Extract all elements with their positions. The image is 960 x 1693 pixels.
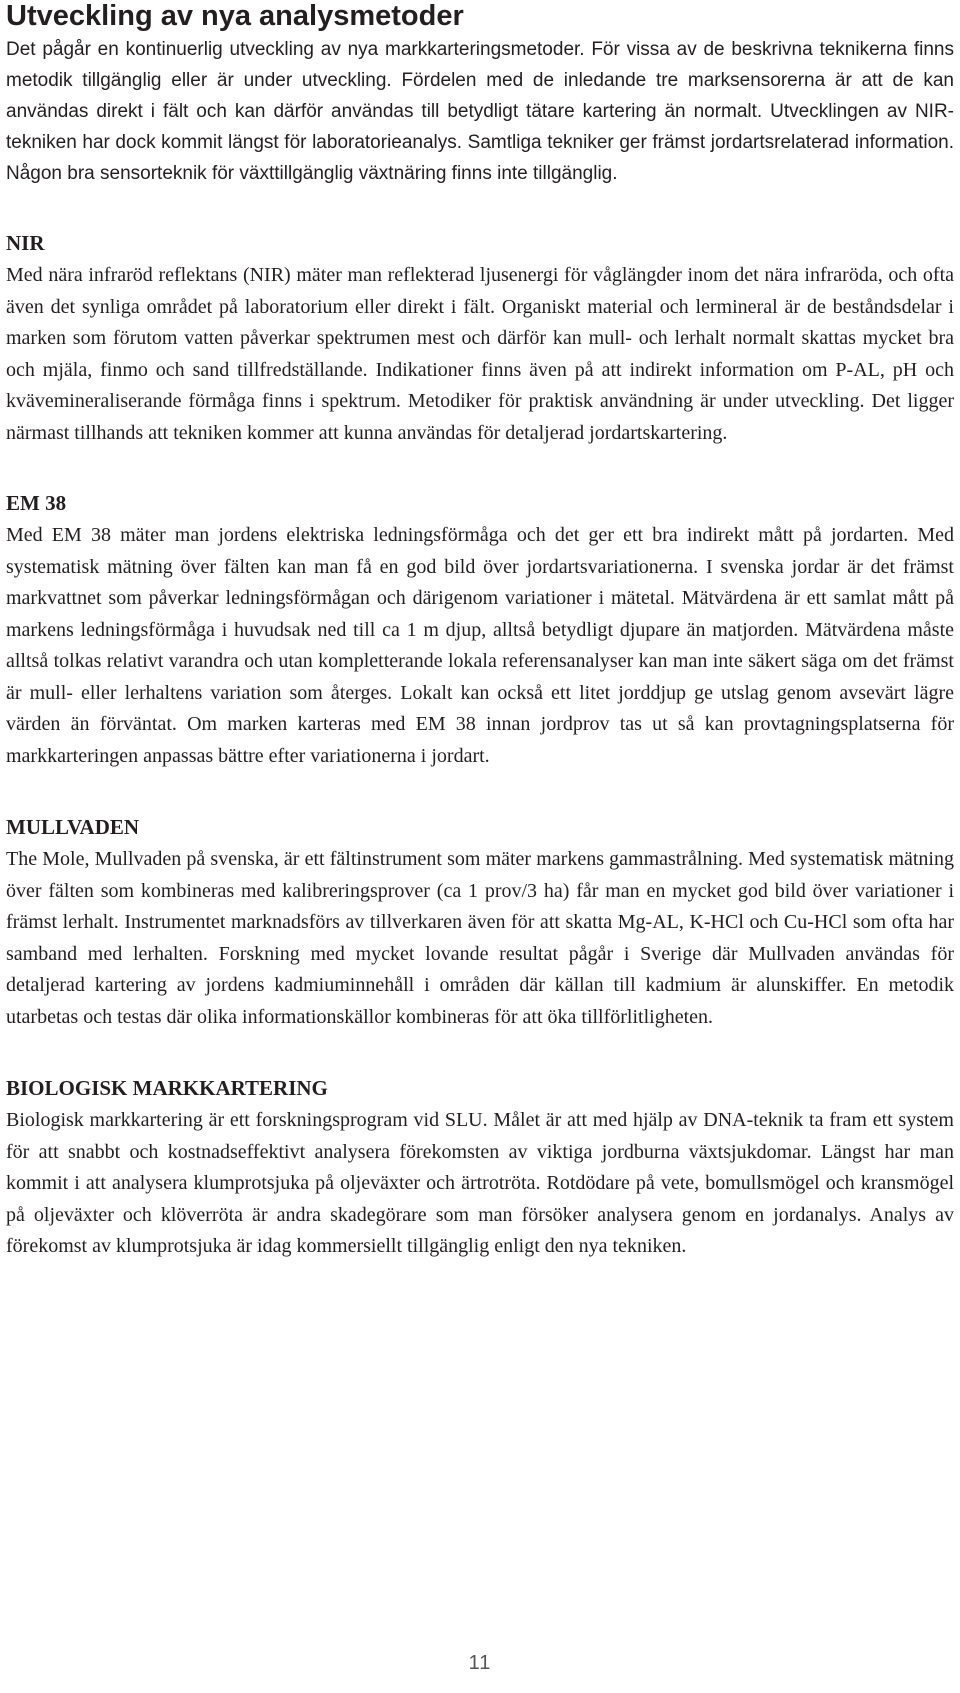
section-em38: [6, 489, 954, 772]
section-mullvaden: [6, 813, 954, 1033]
section-body-biologisk-markkartering: Biologisk markkartering är ett forskningsprogram vid SLU. Målet är att med hjälp av DNA-teknik ta fram ett system för att snabbt och kostnadseffektivt analysera förekomsten av viktiga jordburna växtsjukdomar. Längst har man kommit i att analysera klumprotsjuka på oljeväxter och ärtrotröta. Rotdödare på vete, bomullsmögel och kransmögel på oljeväxter och klöverröta är andra skadegörare som man försöker analysera genom en jordanalys. Analys av förekomst av klumprotsjuka är idag kommersiellt tillgänglig enligt den nya tekniken.: [6, 1109, 954, 1257]
section-heading-em38: EM 38: [6, 491, 67, 515]
intro-paragraph: Det pågår en kontinuerlig utveckling av nya markkarteringsmetoder. För vissa av de beskrivna teknikerna finns metodik tillgänglig eller är under utveckling. Fördelen med de inledande tre marksensorerna är att de kan användas direkt i fält och kan därför användas till betydligt tätare kartering än normalt. Utvecklingen av NIR-tekniken har dock kommit längst för laboratorieanalys. Samtliga tekniker ger främst jordartsrelaterad information. Någon bra sensorteknik för växttillgänglig växtnäring finns inte tillgänglig.: [6, 39, 954, 184]
section-body-nir: Med nära infraröd reflektans (NIR) mäter man reflekterad ljusenergi för våglängder inom det nära infraröda, och ofta även det synliga området på laboratorium eller direkt i fält. Organiskt material och lermineral är de beståndsdelar i marken som förutom vatten påverkar spektrumen mest och därför kan mull- och lerhalt normalt skattas mycket bra och mjäla, finmo och sand tillfredställande. Indikationer finns även på att indirekt information om P-AL, pH och kvävemineraliserande förmåga finns i spektrum. Metodiker för praktisk användning är under utveckling. Det ligger närmast tillhands att tekniken kommer att kunna användas för detaljerad jordartskartering.: [6, 264, 954, 444]
section-heading-nir: NIR: [6, 231, 45, 255]
section-heading-mullvaden: MULLVADEN: [6, 815, 140, 839]
document-page: [6, 0, 954, 1263]
section-biologisk-markkartering: [6, 1074, 954, 1263]
page-title: Utveckling av nya analysmetoder: [6, 0, 464, 32]
section-body-mullvaden: The Mole, Mullvaden på svenska, är ett fältinstrument som mäter markens gammastrålning. Med systematisk mätning över fälten som kombineras med kalibreringsprover (ca 1 prov/3 ha) får man en mycket god bild över variationer i främst lerhalt. Instrumentet marknadsförs av tillverkaren även för att skatta Mg-AL, K-HCl och Cu-HCl som ofta har samband med lerhalten. Forskning med mycket lovande resultat pågår i Sverige där Mullvaden användas för detaljerad kartering av jordens kadmiuminnehåll i områden där källan till kadmium är alunskiffer. En metodik utarbetas och testas där olika informationskällor kombineras för att öka tillförlitligheten.: [6, 848, 954, 1028]
section-body-em38: Med EM 38 mäter man jordens elektriska ledningsförmåga och det ger ett bra indirekt mått på jordarten. Med systematisk mätning över fälten kan man få en god bild över jordartsvariationerna. I svenska jordar är det främst markvattnet som påverkar ledningsförmågan och därigenom variationer i mätetal. Mätvärdena är ett samlat mått på markens ledningsförmåga i huvudsak ned till ca 1 m djup, alltså betydligt djupare än matjorden. Mätvärdena måste alltså tolkas relativt varandra och utan kompletterande lokala referensanalyser kan man inte säkert säga om det främst är mull- eller lerhaltens variation som återges. Lokalt kan också ett litet jorddjup ge utslag genom avsevärt lägre värden än förväntat. Om marken karteras med EM 38 innan jordprov tas ut så kan provtagningsplatserna för markkarteringen anpassas bättre efter variationerna i jordart.: [6, 524, 954, 767]
section-heading-biologisk-markkartering: BIOLOGISK MARKKARTERING: [6, 1076, 328, 1100]
section-nir: [6, 229, 954, 449]
page-number: 11: [468, 1652, 492, 1674]
